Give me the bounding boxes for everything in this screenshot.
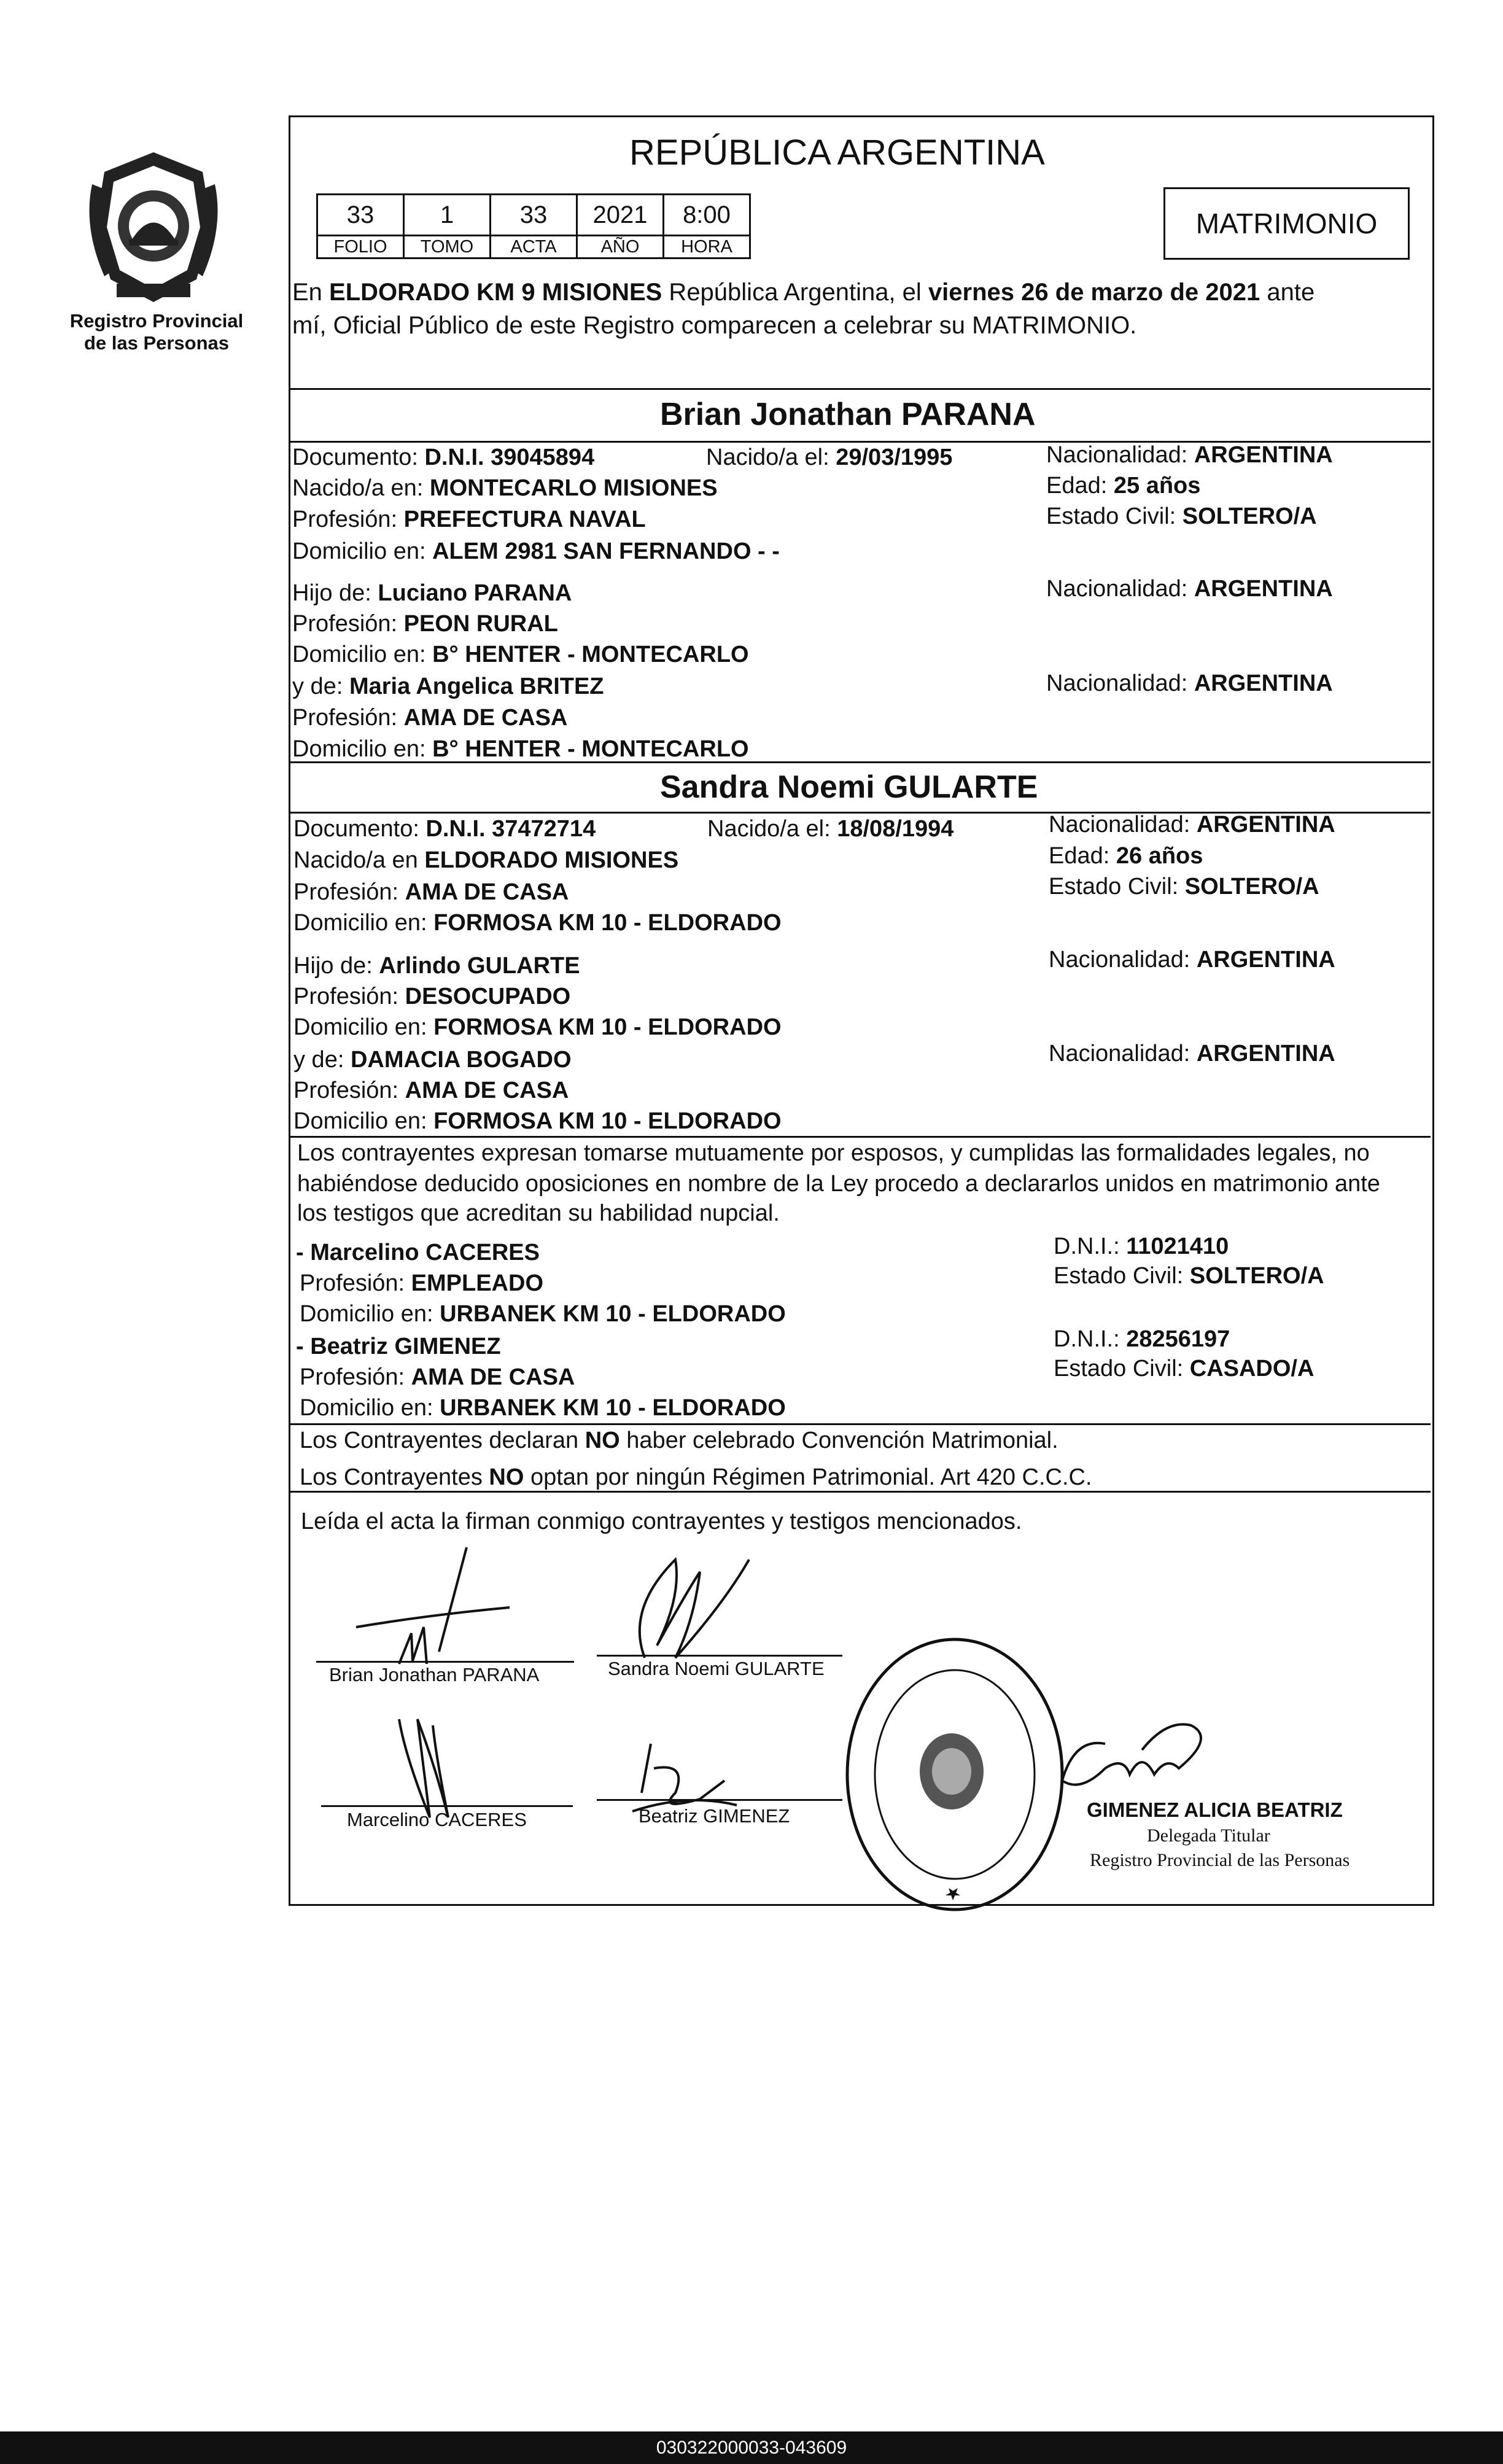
official-stamp — [841, 1630, 1068, 1919]
spouse1-document: Documento: D.N.I. 39045894 — [292, 445, 595, 470]
spouse2-mother: y de: DAMACIA BOGADO — [293, 1047, 572, 1073]
spouse1-mother-address: Domicilio en: B° HENTER - MONTECARLO — [292, 736, 749, 762]
registry-label-line2: de las Personas — [84, 332, 230, 354]
regime-line-1: Los Contrayentes declaran NO haber celebrado Convención Matrimonial. — [300, 1428, 1058, 1453]
intro-line-1: En ELDORADO KM 9 MISIONES República Argentina, el viernes 26 de marzo de 2021 ante — [292, 279, 1315, 306]
spouse1-civil-status: Estado Civil: SOLTERO/A — [1046, 503, 1317, 529]
spouse2-profession: Profesión: AMA DE CASA — [293, 879, 569, 905]
spouse2-mother-address: Domicilio en: FORMOSA KM 10 - ELDORADO — [293, 1108, 782, 1134]
declaration-line-1: Los contrayentes expresan tomarse mutuamente por esposos, y cumplidas las formalidades legales, no — [297, 1140, 1370, 1166]
tomo-label: TOMO — [404, 236, 491, 258]
spouse2-mother-profession: Profesión: AMA DE CASA — [293, 1078, 569, 1103]
regime-line-2: Los Contrayentes NO optan por ningún Régimen Patrimonial. Art 420 C.C.C. — [300, 1464, 1092, 1490]
folio-label: FOLIO — [317, 236, 404, 258]
document-type-box — [1163, 187, 1410, 260]
spouse1-father-profession: Profesión: PEON RURAL — [292, 611, 558, 637]
page-title: REPÚBLICA ARGENTINA — [629, 133, 1045, 173]
spouse2-age: Edad: 26 años — [1049, 843, 1203, 869]
hour-value: 8:00 — [664, 195, 750, 236]
spouse1-father-address: Domicilio en: B° HENTER - MONTECARLO — [292, 642, 749, 667]
spouse2-father-nationality: Nacionalidad: ARGENTINA — [1049, 947, 1335, 973]
registry-label-line1: Registro Provincial — [69, 310, 244, 332]
intro-date: viernes 26 de marzo de 2021 — [928, 279, 1260, 306]
spouse2-father-profession: Profesión: DESOCUPADO — [293, 984, 571, 1009]
hour-label: HORA — [664, 236, 750, 258]
tomo-value: 1 — [404, 195, 491, 236]
signature-caption-witness1: Marcelino CACERES — [347, 1809, 527, 1830]
registry-seal-logo — [80, 147, 227, 307]
spouse2-father: Hijo de: Arlindo GULARTE — [293, 953, 580, 979]
intro-place: ELDORADO KM 9 MISIONES — [329, 279, 662, 306]
spouse2-father-address: Domicilio en: FORMOSA KM 10 - ELDORADO — [293, 1014, 782, 1040]
witness1-profession: Profesión: EMPLEADO — [300, 1270, 544, 1296]
witness2-dni: D.N.I.: 28256197 — [1054, 1326, 1230, 1352]
spouse1-age: Edad: 25 años — [1046, 473, 1201, 499]
witness2-name: - Beatriz GIMENEZ — [296, 1334, 501, 1359]
spouse1-mother-profession: Profesión: AMA DE CASA — [292, 705, 568, 731]
document-type: MATRIMONIO — [1195, 208, 1378, 239]
spouse2-birthplace: Nacido/a en ELDORADO MISIONES — [293, 847, 679, 873]
spouse2-document: Documento: D.N.I. 37472714 — [293, 816, 596, 842]
spouse1-birthplace: Nacido/a en: MONTECARLO MISIONES — [292, 475, 718, 501]
declaration-line-2: habiéndose deducido oposiciones en nombre de la Ley procedo a declararlos unidos en matrimonio ante — [297, 1171, 1380, 1197]
spouse1-profession: Profesión: PREFECTURA NAVAL — [292, 507, 646, 532]
official-title: Delegada Titular — [1147, 1825, 1270, 1846]
acta-value: 33 — [491, 195, 577, 236]
intro-line-2: mí, Oficial Público de este Registro comparecen a celebrar su MATRIMONIO. — [292, 312, 1137, 339]
spouse1-mother-nationality: Nacionalidad: ARGENTINA — [1046, 670, 1333, 696]
spouse1-birthdate: Nacido/a el: 29/03/1995 — [706, 445, 953, 470]
footer-code: 030322000033-043609 — [656, 2437, 847, 2458]
spouse1-nationality: Nacionalidad: ARGENTINA — [1046, 442, 1333, 468]
spouse2-name: Sandra Noemi GULARTE — [660, 769, 1038, 805]
signature-caption-witness2: Beatriz GIMENEZ — [639, 1805, 790, 1827]
witness1-name: - Marcelino CACERES — [296, 1240, 540, 1265]
witness2-civil-status: Estado Civil: CASADO/A — [1054, 1356, 1315, 1382]
signature-caption-spouse2: Sandra Noemi GULARTE — [608, 1658, 825, 1679]
witness2-address: Domicilio en: URBANEK KM 10 - ELDORADO — [300, 1395, 786, 1421]
witness2-profession: Profesión: AMA DE CASA — [300, 1364, 575, 1390]
spouse1-mother: y de: Maria Angelica BRITEZ — [292, 674, 604, 699]
spouse2-birthdate: Nacido/a el: 18/08/1994 — [707, 816, 954, 842]
footer-bar — [0, 2431, 1503, 2464]
record-codes-table — [316, 193, 751, 259]
spouse1-father: Hijo de: Luciano PARANA — [292, 580, 572, 606]
year-label: AÑO — [577, 236, 664, 258]
spouse1-address: Domicilio en: ALEM 2981 SAN FERNANDO - - — [292, 538, 780, 564]
spouse2-civil-status: Estado Civil: SOLTERO/A — [1049, 874, 1319, 900]
witness1-civil-status: Estado Civil: SOLTERO/A — [1054, 1263, 1324, 1289]
declaration-line-3: los testigos que acreditan su habilidad nupcial. — [297, 1200, 780, 1226]
registry-label — [68, 310, 246, 354]
official-name: GIMENEZ ALICIA BEATRIZ — [1087, 1798, 1343, 1821]
witness1-address: Domicilio en: URBANEK KM 10 - ELDORADO — [300, 1301, 786, 1327]
year-value: 2021 — [577, 195, 664, 236]
folio-value: 33 — [317, 195, 404, 236]
signature-caption-spouse1: Brian Jonathan PARANA — [329, 1664, 540, 1685]
spouse1-father-nationality: Nacionalidad: ARGENTINA — [1046, 576, 1333, 602]
official-office: Registro Provincial de las Personas — [1090, 1850, 1350, 1870]
spouse2-nationality: Nacionalidad: ARGENTINA — [1049, 812, 1335, 838]
spouse2-address: Domicilio en: FORMOSA KM 10 - ELDORADO — [293, 910, 782, 936]
witness1-dni: D.N.I.: 11021410 — [1054, 1234, 1229, 1259]
closing-text: Leída el acta la firman conmigo contrayentes y testigos mencionados. — [301, 1509, 1022, 1534]
spouse1-name: Brian Jonathan PARANA — [660, 397, 1036, 432]
spouse2-mother-nationality: Nacionalidad: ARGENTINA — [1049, 1041, 1335, 1067]
acta-label: ACTA — [491, 236, 577, 258]
